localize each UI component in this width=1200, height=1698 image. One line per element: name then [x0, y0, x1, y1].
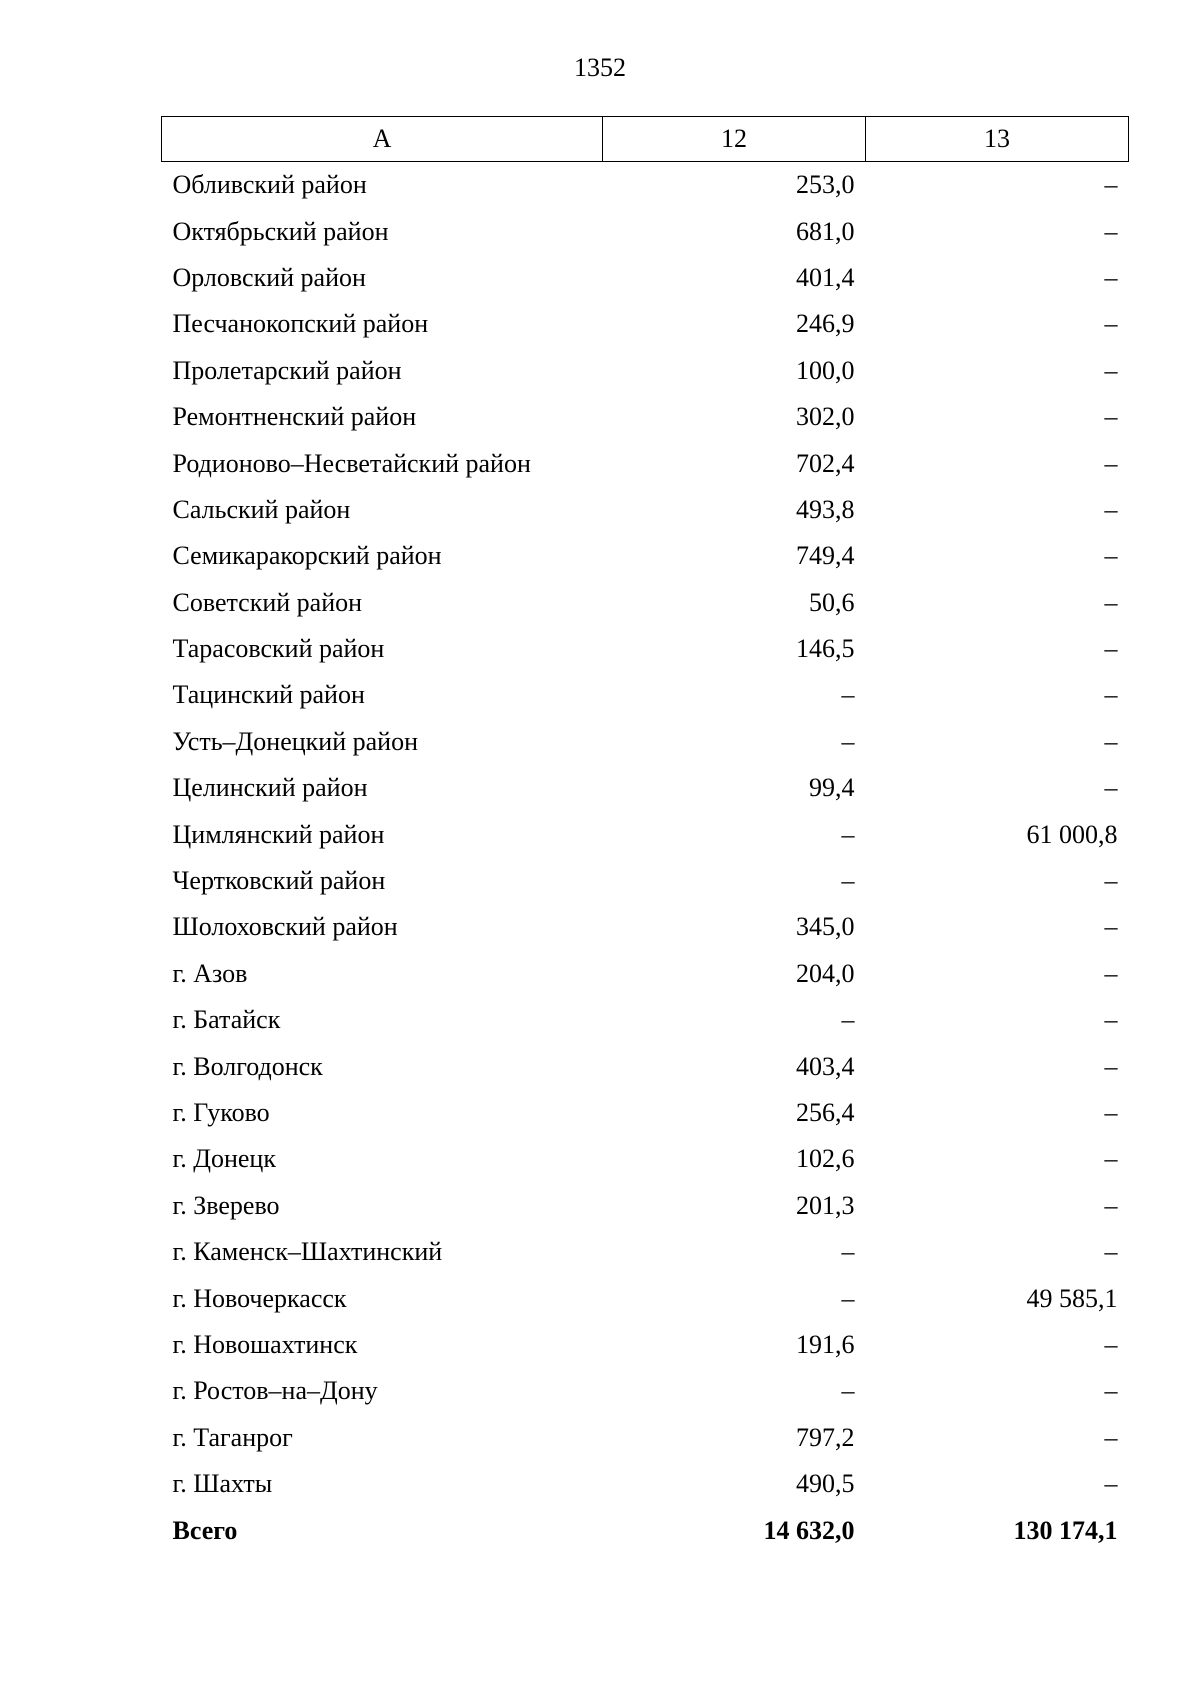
row-col13-cell: 130 174,1	[1013, 1515, 1118, 1545]
row-col13-cell: –	[1104, 726, 1118, 756]
row-col12-cell: –	[841, 866, 855, 896]
row-col13-cell: –	[1104, 634, 1118, 664]
row-name-cell: г. Азов	[172, 958, 248, 988]
row-name-cell: г. Гуково	[172, 1098, 270, 1127]
row-name-cell: г. Батайск	[172, 1005, 281, 1035]
row-col13-cell: –	[1104, 170, 1118, 200]
data-table	[161, 116, 1129, 1554]
row-col13-cell: –	[1104, 216, 1118, 246]
row-col12-cell: 100,0	[796, 355, 855, 385]
row-col13-cell: –	[1104, 309, 1118, 339]
table-row	[162, 1275, 1129, 1321]
row-col13-cell: –	[1104, 1190, 1118, 1220]
row-name-cell: Песчанокопский район	[172, 309, 429, 339]
row-col12-cell: 490,5	[796, 1469, 855, 1499]
row-col12-cell: 14 632,0	[763, 1515, 855, 1545]
table-header-row	[162, 117, 1129, 162]
table-row	[162, 811, 1129, 857]
row-col13-cell: 61 000,8	[1026, 819, 1118, 849]
row-col12-cell: 493,8	[796, 494, 855, 524]
table-row	[162, 487, 1129, 533]
row-name-cell: Советский район	[172, 587, 363, 617]
table-row	[162, 533, 1129, 579]
table-row	[162, 997, 1129, 1043]
row-col12-cell: 681,0	[796, 216, 855, 246]
column-header-a: А	[162, 117, 603, 162]
row-col13-cell: –	[1104, 587, 1118, 617]
table-row	[162, 1183, 1129, 1229]
row-col13-cell: –	[1104, 912, 1118, 942]
table-row	[162, 1368, 1129, 1414]
row-name-cell: г. Шахты	[172, 1469, 273, 1499]
row-col12-cell: –	[841, 726, 855, 756]
row-col12-cell: 102,6	[796, 1144, 855, 1174]
row-col12-cell: 302,0	[796, 402, 855, 432]
row-name-cell: г. Каменск–Шахтинский	[172, 1237, 443, 1267]
page-number: 1352	[574, 53, 626, 82]
row-col12-cell: –	[841, 1283, 855, 1313]
row-col13-cell: –	[1104, 680, 1118, 710]
table-row	[162, 1415, 1129, 1461]
table-row	[162, 1136, 1129, 1182]
row-col13-cell: –	[1104, 1237, 1118, 1267]
row-col12-cell: 797,2	[796, 1422, 855, 1452]
row-col12-cell: –	[841, 819, 855, 849]
row-col12-cell: 345,0	[796, 912, 855, 942]
table-row	[162, 719, 1129, 765]
row-col12-cell: –	[841, 1376, 855, 1406]
row-col12-cell: 246,9	[796, 309, 855, 339]
table-body	[162, 162, 1129, 1554]
row-col13-cell: –	[1104, 541, 1118, 571]
row-col13-cell: –	[1104, 1051, 1118, 1081]
row-name-cell: г. Донецк	[172, 1144, 276, 1174]
row-col12-cell: 146,5	[796, 634, 855, 664]
table-row	[162, 858, 1129, 904]
row-col13-cell: 49 585,1	[1026, 1283, 1118, 1313]
row-col13-cell: –	[1104, 1329, 1118, 1359]
table-total-row	[162, 1507, 1129, 1553]
row-col13-cell: –	[1104, 773, 1118, 803]
row-col13-cell: –	[1104, 402, 1118, 432]
table-row	[162, 301, 1129, 347]
table-row	[162, 1090, 1129, 1136]
table-row	[162, 1043, 1129, 1089]
row-col12-cell: 749,4	[796, 541, 855, 571]
row-col12-cell: 191,6	[796, 1329, 855, 1359]
table-row	[162, 904, 1129, 950]
row-col12-cell: –	[841, 680, 855, 710]
row-name-cell: Целинский район	[172, 773, 368, 803]
row-name-cell: г. Волгодонск	[172, 1051, 323, 1081]
table-row	[162, 394, 1129, 440]
row-name-cell: Шолоховский район	[172, 912, 398, 942]
row-name-cell: Пролетарский район	[172, 355, 402, 385]
table-row	[162, 162, 1129, 209]
row-col13-cell: –	[1104, 958, 1118, 988]
row-col12-cell: 50,6	[809, 587, 855, 617]
row-name-cell: Октябрьский район	[172, 216, 389, 246]
row-col13-cell: –	[1104, 494, 1118, 524]
row-col12-cell: –	[841, 1237, 855, 1267]
row-name-cell: Сальский район	[172, 494, 351, 524]
table-row	[162, 348, 1129, 394]
row-name-cell: Родионово–Несветайский район	[172, 448, 531, 478]
row-col12-cell: 253,0	[796, 170, 855, 200]
row-name-cell: Цимлянский район	[172, 819, 385, 849]
row-name-cell: Усть–Донецкий район	[172, 726, 418, 756]
row-name-cell: Тацинский район	[172, 680, 365, 710]
row-name-cell: г. Новочеркасск	[172, 1283, 347, 1313]
row-col13-cell: –	[1104, 1005, 1118, 1035]
table-row	[162, 580, 1129, 626]
row-col12-cell: 256,4	[796, 1098, 855, 1127]
table-row	[162, 1461, 1129, 1507]
table-row	[162, 765, 1129, 811]
table-row	[162, 1229, 1129, 1275]
row-col13-cell: –	[1104, 448, 1118, 478]
row-name-cell: г. Таганрог	[172, 1422, 293, 1452]
row-col13-cell: –	[1104, 1144, 1118, 1174]
row-col12-cell: 401,4	[796, 262, 855, 292]
row-col13-cell: –	[1104, 262, 1118, 292]
table-row	[162, 208, 1129, 254]
row-name-cell: г. Зверево	[172, 1190, 280, 1220]
table-row	[162, 951, 1129, 997]
row-col13-cell: –	[1104, 1422, 1118, 1452]
row-col12-cell: 201,3	[796, 1190, 855, 1220]
row-name-cell: Орловский район	[172, 262, 366, 292]
row-name-cell: Обливский район	[172, 170, 367, 200]
row-col12-cell: 99,4	[809, 773, 855, 803]
table-row	[162, 1322, 1129, 1368]
table-row	[162, 440, 1129, 486]
table-row	[162, 672, 1129, 718]
row-col12-cell: 702,4	[796, 448, 855, 478]
table-row	[162, 255, 1129, 301]
row-col13-cell: –	[1104, 1098, 1118, 1127]
row-col12-cell: 403,4	[796, 1051, 855, 1081]
column-header-13: 13	[866, 117, 1129, 162]
row-col13-cell: –	[1104, 1469, 1118, 1499]
row-name-cell: г. Ростов–на–Дону	[172, 1376, 378, 1406]
row-col12-cell: 204,0	[796, 958, 855, 988]
row-col13-cell: –	[1104, 1376, 1118, 1406]
column-header-12: 12	[603, 117, 866, 162]
row-name-cell: Чертковский район	[172, 866, 386, 896]
row-name-cell: г. Новошахтинск	[172, 1329, 358, 1359]
row-name-cell: Семикаракорский район	[172, 541, 442, 571]
row-name-cell: Ремонтненский район	[172, 402, 417, 432]
row-name-cell: Всего	[172, 1515, 238, 1545]
row-col13-cell: –	[1104, 355, 1118, 385]
row-name-cell: Тарасовский район	[172, 634, 385, 664]
table-row	[162, 626, 1129, 672]
row-col12-cell: –	[841, 1005, 855, 1035]
row-col13-cell: –	[1104, 866, 1118, 896]
